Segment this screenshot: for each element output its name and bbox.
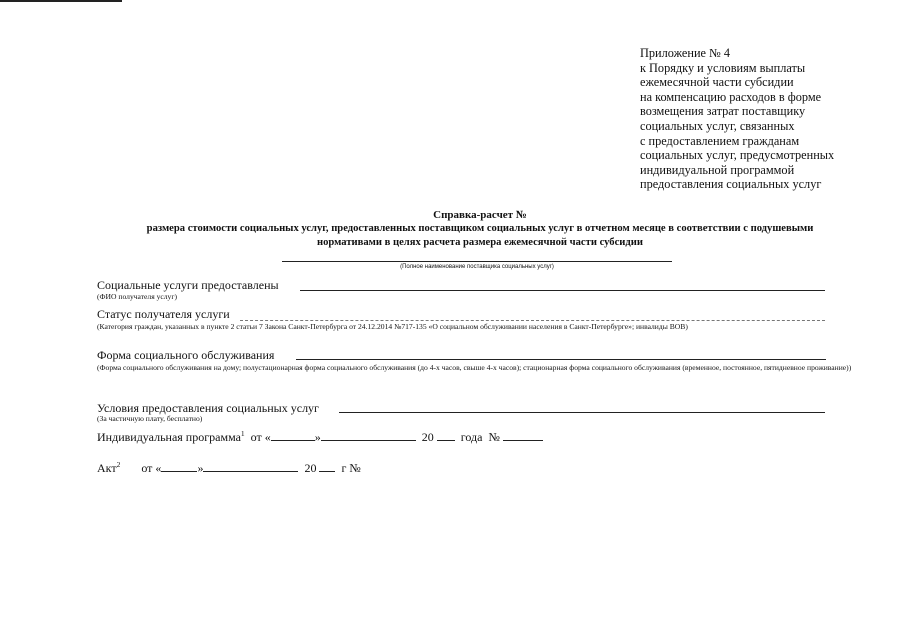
program-number-field[interactable] — [503, 430, 543, 441]
program-year-prefix: 20 — [421, 430, 434, 444]
individual-program-label: Индивидуальная программа — [97, 430, 241, 444]
service-form-label: Форма социального обслуживания — [97, 348, 275, 362]
document-title — [95, 209, 865, 249]
act-year-field[interactable] — [319, 461, 335, 472]
individual-program-row — [97, 430, 543, 444]
footnote-marker: 1 — [240, 429, 245, 438]
act-day-field[interactable] — [161, 461, 197, 472]
recipient-status-label: Статус получателя услуги — [97, 307, 230, 321]
annex-line: к Порядку и условиям выплаты — [640, 60, 806, 75]
annex-line: социальных услуг, связанных — [640, 118, 795, 133]
program-year-word: года — [460, 430, 483, 444]
act-year-word: г — [341, 461, 347, 475]
date-quote-close: » — [197, 461, 204, 475]
service-form-field[interactable] — [296, 359, 826, 360]
act-row — [97, 461, 361, 475]
act-year-prefix: 20 — [304, 461, 317, 475]
service-conditions-hint: (За частичную плату, бесплатно) — [97, 414, 203, 423]
annex-note — [640, 46, 895, 192]
provider-name-caption: (Полное наименование поставщика социальных услуг) — [400, 264, 554, 270]
services-provided-field[interactable] — [300, 290, 825, 291]
annex-line: предоставления социальных услуг — [640, 177, 822, 192]
annex-line: индивидуальной программой — [640, 162, 795, 177]
services-provided-label: Социальные услуги предоставлены — [97, 278, 279, 292]
provider-name-field[interactable] — [282, 261, 672, 262]
footnote-marker: 2 — [116, 460, 121, 469]
document-subtitle-line-1: размера стоимости социальных услуг, предоставленных поставщиком социальных услуг в отчетном месяце в соответствии с подушевыми — [146, 223, 814, 235]
annex-line: социальных услуг, предусмотренных — [640, 148, 835, 163]
program-day-field[interactable] — [271, 430, 315, 441]
service-conditions-field[interactable] — [339, 412, 825, 413]
act-number-sign: № — [349, 461, 361, 475]
program-month-field[interactable] — [321, 430, 416, 441]
services-provided-hint: (ФИО получателя услуг) — [97, 292, 178, 301]
document-heading: Справка-расчет № — [433, 209, 527, 221]
recipient-status-field[interactable] — [240, 320, 825, 321]
annex-line: на компенсацию расходов в форме — [640, 89, 822, 104]
annex-line: Приложение № 4 — [640, 46, 731, 60]
date-from-text: от « — [250, 430, 271, 444]
date-from-text: от « — [141, 461, 162, 475]
annex-line: ежемесячной части субсидии — [640, 75, 794, 90]
program-number-sign: № — [488, 430, 500, 444]
document-subtitle-line-2: нормативами в целях расчета размера ежемесячной части субсидии — [317, 236, 643, 248]
act-label: Акт — [97, 461, 117, 475]
program-year-field[interactable] — [437, 430, 455, 441]
date-quote-close: » — [314, 430, 321, 444]
scan-edge-rule — [0, 0, 122, 2]
service-conditions-label: Условия предоставления социальных услуг — [97, 401, 319, 415]
recipient-status-hint: (Категория граждан, указанных в пункте 2 статьи 7 Закона Санкт-Петербурга от 24.12.2014 №717-135 «О социальном обслуживании населения в Санкт-Петербурге»; инвалиды ВОВ) — [97, 322, 688, 331]
annex-line: возмещения затрат поставщику — [640, 104, 806, 119]
act-month-field[interactable] — [203, 461, 298, 472]
service-form-hint: (Форма социального обслуживания на дому; полустационарная форма социального обслуживания (до 4-х часов, свыше 4-х часов); стационарная форма социального обслуживания (временное, постоянное, пятидневное проживание)) — [97, 363, 852, 372]
annex-line: с предоставлением гражданам — [640, 133, 800, 148]
